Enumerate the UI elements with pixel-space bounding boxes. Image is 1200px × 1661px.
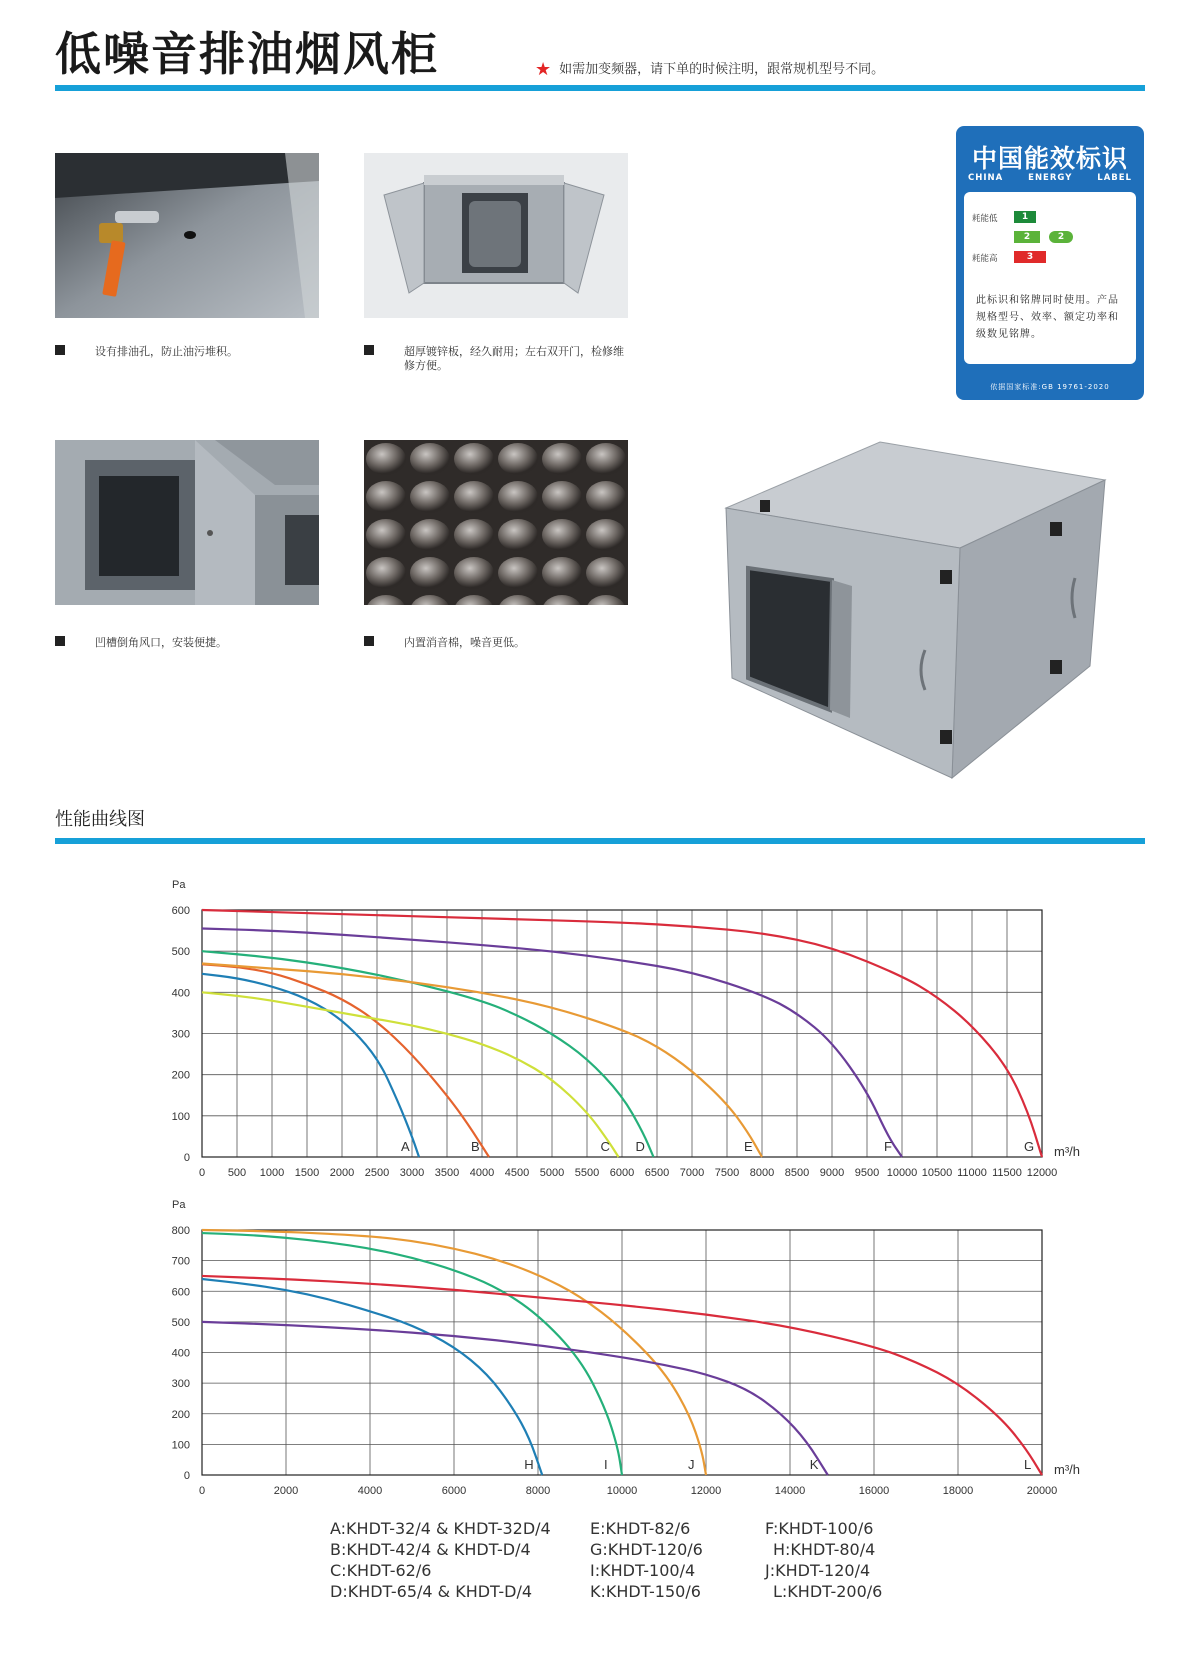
x-tick-label: 0 [198,1167,206,1179]
section-divider [55,838,1145,844]
x-tick-label: 4000 [469,1167,495,1179]
x-axis-unit: m³/h [1054,1144,1080,1159]
product-cabinet-image [720,440,1110,785]
x-tick-label: 20000 [1026,1485,1058,1497]
x-tick-label: 2000 [273,1485,299,1497]
x-tick-label: 3000 [399,1167,425,1179]
x-tick-label: 8000 [749,1167,775,1179]
x-tick-label: 11000 [957,1167,987,1179]
x-tick-label: 6000 [441,1485,467,1497]
x-tick-label: 18000 [942,1485,974,1497]
low-consumption-label: 耗能低 [972,214,998,224]
order-note [535,58,884,80]
series-label-D: D [635,1139,645,1154]
energy-label-title: 中国能效标识 [971,144,1128,173]
series-label-I: I [604,1457,608,1472]
y-tick-label: 100 [171,1110,190,1123]
y-tick-label: 600 [171,905,190,917]
series-label-E: E [744,1139,753,1154]
series-line-K [202,1322,828,1475]
series-label-F: F [884,1139,892,1154]
series-label-K: K [809,1457,819,1472]
header-divider [55,85,1145,91]
performance-chart-bottom [160,1188,1090,1497]
x-tick-label: 1500 [294,1167,320,1179]
y-axis-unit: Pa [172,1199,186,1211]
legend-col-1 [330,1518,551,1602]
x-tick-label: 2000 [329,1167,355,1179]
x-tick-label: 500 [227,1167,247,1179]
series-label-G: G [1024,1139,1035,1154]
y-tick-label: 0 [183,1152,190,1164]
y-tick-label: 800 [171,1225,190,1237]
x-tick-label: 12000 [690,1485,722,1497]
bullet-square-icon [55,636,65,646]
feature-caption-2: 超厚镀锌板，经久耐用；左右双开门，检修维修方便。 [364,345,629,373]
section-title: 性能曲线图 [55,809,145,830]
series-label-B: B [471,1139,480,1154]
y-tick-label: 100 [171,1439,190,1452]
y-tick-label: 300 [171,1028,190,1041]
y-tick-label: 500 [171,1316,190,1329]
y-tick-label: 200 [171,1069,190,1082]
series-label-L: L [1024,1457,1032,1472]
series-line-H [202,1279,542,1475]
performance-chart-top [160,870,1090,1180]
energy-label-subtitle: CHINA ENERGY LABEL [968,173,1132,183]
bullet-square-icon [364,636,374,646]
y-tick-label: 0 [183,1470,190,1482]
y-tick-label: 600 [171,1286,190,1299]
series-label-H: H [524,1457,534,1472]
grade-3-bar: 3 [1014,251,1046,263]
x-tick-label: 12000 [1026,1167,1058,1179]
galvanized-sheet-photo [364,153,628,318]
series-line-B [202,964,489,1157]
x-tick-label: 2500 [364,1167,390,1179]
x-tick-label: 10500 [921,1167,953,1179]
y-tick-label: 300 [171,1378,190,1391]
page-title: 低噪音排油烟风柜 [55,27,439,81]
x-tick-label: 8500 [784,1167,810,1179]
energy-label-description: 此标识和铭牌同时使用。产品规格型号、效率、额定功率和级数见铭牌。 [976,295,1119,340]
legend-item: K:KHDT-150/6 [590,1582,701,1601]
energy-grade-panel [964,192,1136,364]
y-tick-label: 400 [171,987,190,1000]
legend-item: J:KHDT-120/4 [765,1561,871,1580]
y-axis-unit: Pa [172,879,186,891]
legend-item: F:KHDT-100/6 [765,1519,874,1538]
grade-1-bar: 1 [1014,211,1036,223]
series-label-C: C [600,1139,610,1154]
feature-caption-4: 内置消音棉，噪音更低。 [364,636,629,650]
x-tick-label: 5500 [574,1167,600,1179]
y-tick-label: 700 [171,1255,190,1268]
x-tick-label: 16000 [858,1485,890,1497]
series-label-A: A [401,1139,410,1154]
grade-2-badge: 2 [1049,231,1073,243]
feature-caption-3: 凹槽倒角风口，安装便捷。 [55,636,320,650]
legend-item: G:KHDT-120/6 [590,1540,703,1559]
y-tick-label: 400 [171,1347,190,1360]
y-tick-label: 200 [171,1408,190,1421]
x-tick-label: 3500 [434,1167,460,1179]
legend-col-2 [590,1518,703,1602]
high-consumption-label: 耗能高 [972,254,998,264]
x-tick-label: 11500 [992,1167,1022,1179]
legend-item: L:KHDT-200/6 [773,1582,883,1601]
series-line-A [202,974,419,1157]
x-tick-label: 4000 [357,1485,383,1497]
bullet-square-icon [55,345,65,355]
series-label-J: J [688,1457,695,1472]
x-axis-unit: m³/h [1054,1462,1080,1477]
energy-label-standard: 依据国家标准:GB 19761-2020 [990,383,1110,391]
bullet-square-icon [364,345,374,355]
feature-caption-1: 设有排油孔，防止油污堆积。 [55,345,320,359]
x-tick-label: 1000 [259,1167,285,1179]
acoustic-foam-photo [364,440,628,605]
x-tick-label: 10000 [606,1485,638,1497]
legend-item: C:KHDT-62/6 [330,1561,432,1580]
legend-item: H:KHDT-80/4 [773,1540,876,1559]
x-tick-label: 5000 [539,1167,565,1179]
x-tick-label: 14000 [774,1485,806,1497]
x-tick-label: 10000 [886,1167,918,1179]
legend-item: B:KHDT-42/4 & KHDT-D/4 [330,1540,531,1559]
series-line-D [202,951,654,1157]
legend-item: I:KHDT-100/4 [590,1561,696,1580]
grade-2-bar: 2 [1014,231,1040,243]
oil-drain-photo [55,153,319,318]
energy-label [956,126,1144,400]
x-tick-label: 9500 [854,1167,880,1179]
x-tick-label: 6000 [609,1167,635,1179]
x-tick-label: 0 [198,1485,206,1497]
x-tick-label: 4500 [504,1167,530,1179]
legend-item: D:KHDT-65/4 & KHDT-D/4 [330,1582,533,1601]
legend-col-3 [765,1518,882,1602]
order-note-text: 如需加变频器，请下单的时候注明，跟常规机型号不同。 [559,62,885,77]
x-tick-label: 7500 [714,1167,740,1179]
series-line-I [202,1233,622,1475]
legend-item: E:KHDT-82/6 [590,1519,691,1538]
star-icon: ★ [535,59,552,80]
groove-corner-photo [55,440,319,605]
x-tick-label: 6500 [644,1167,670,1179]
x-tick-label: 8000 [525,1485,551,1497]
x-tick-label: 9000 [819,1167,845,1179]
x-tick-label: 7000 [679,1167,705,1179]
legend-item: A:KHDT-32/4 & KHDT-32D/4 [330,1519,551,1538]
y-tick-label: 500 [171,946,190,959]
